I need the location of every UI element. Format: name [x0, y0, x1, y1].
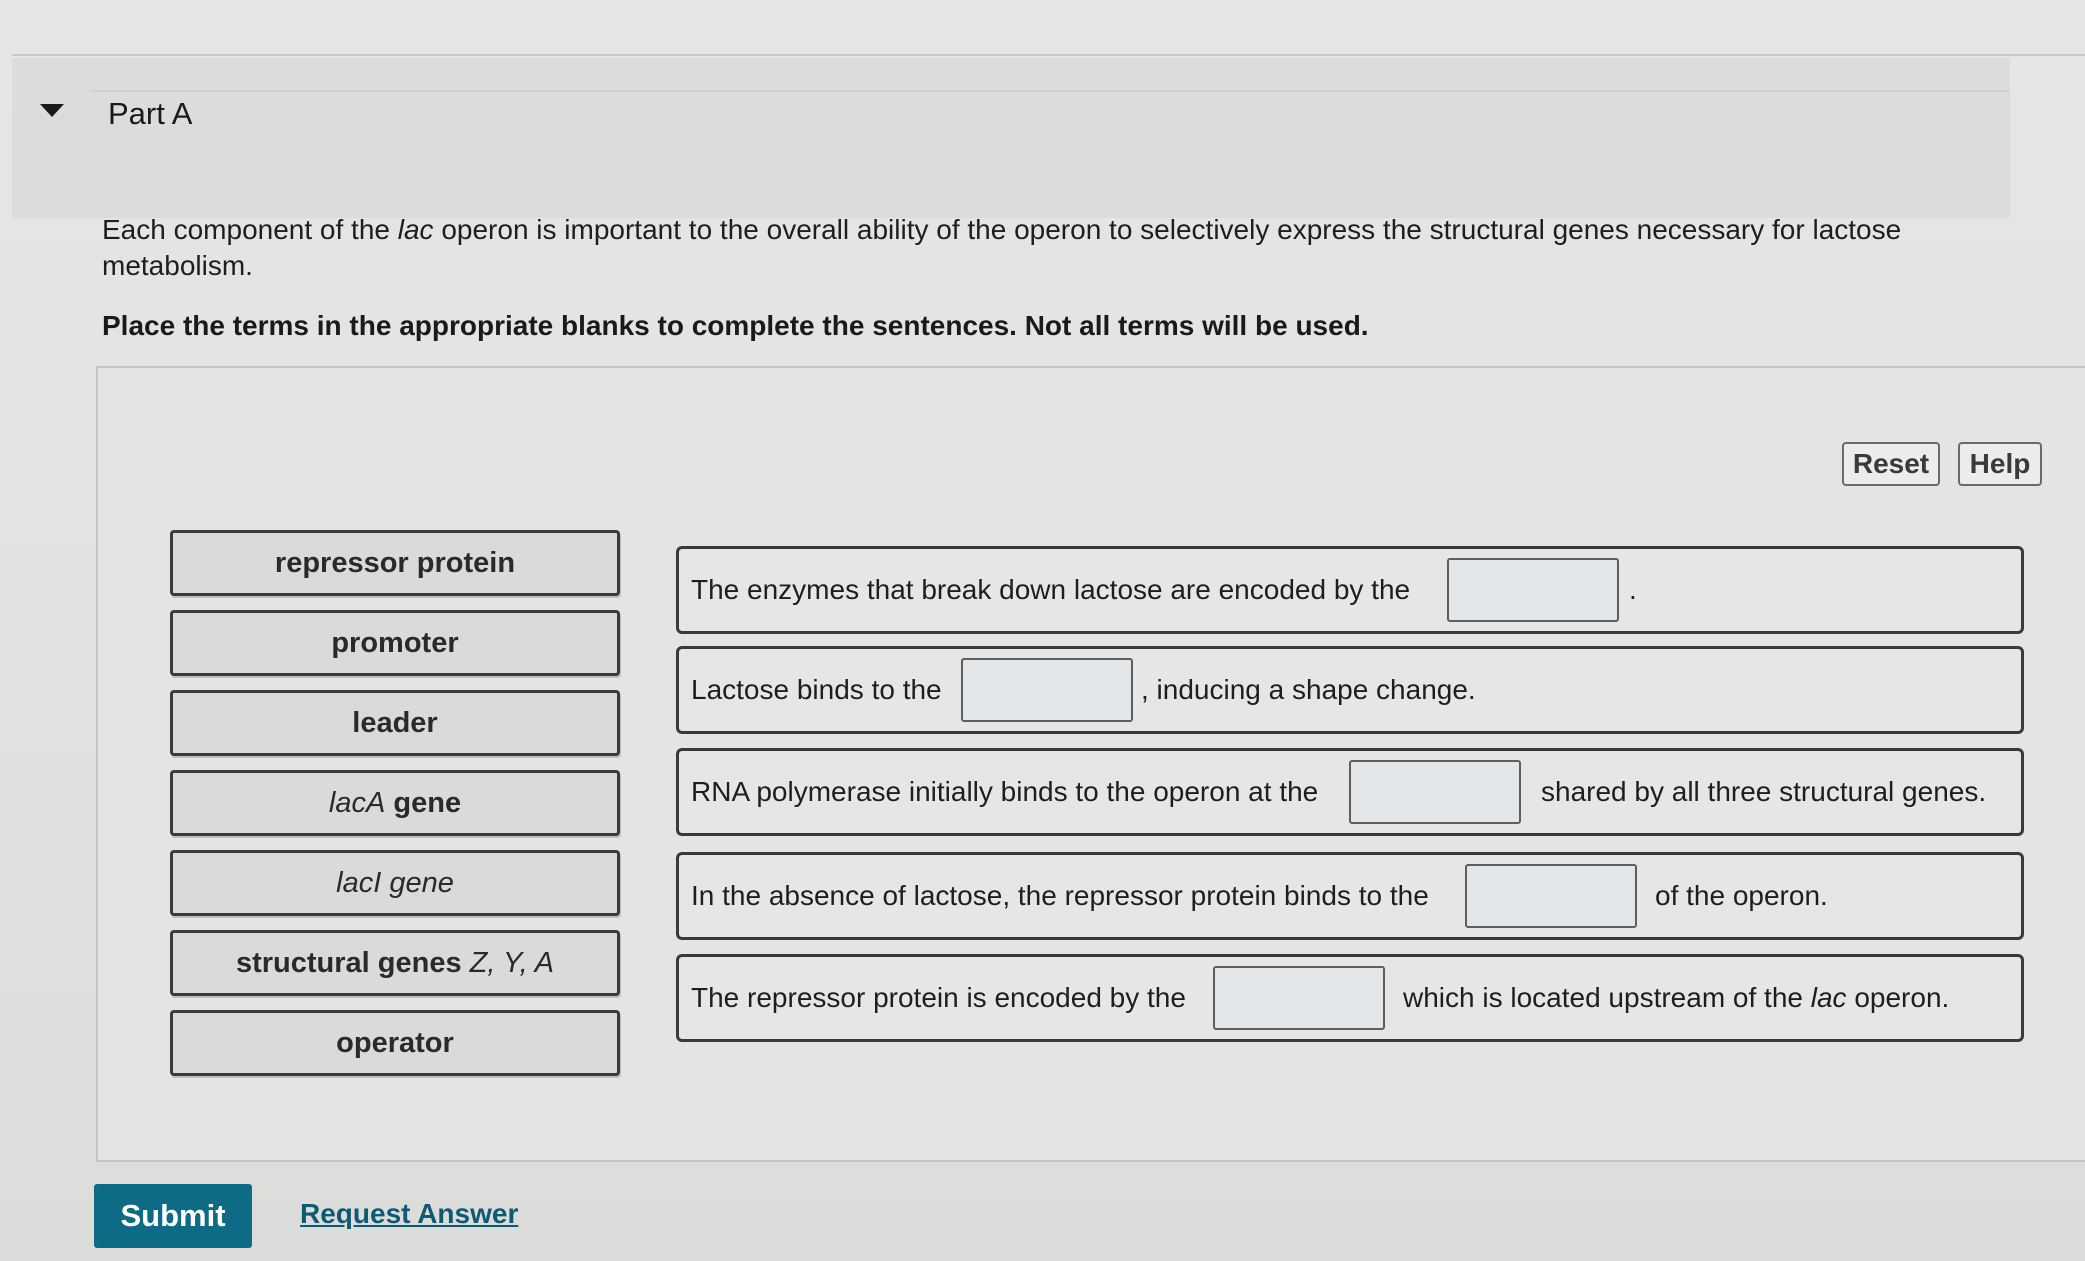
term-operator[interactable]: operator [170, 1010, 620, 1076]
collapse-caret-icon[interactable] [40, 104, 64, 117]
sentence-3-blank[interactable] [1349, 760, 1521, 824]
term-repressor-protein[interactable]: repressor protein [170, 530, 620, 596]
sentence-5-text-after: which is located upstream of the lac operon. [1403, 982, 1950, 1013]
intro-text: Each component of the lac operon is important to the overall ability of the operon to selectively express the structural genes necessary for lactose metabolism. [102, 214, 1902, 281]
sentence-2-text-before: Lactose binds to the [691, 674, 942, 705]
reset-button[interactable]: Reset [1842, 442, 1940, 486]
sentence-5-text-before: The repressor protein is encoded by the [691, 982, 1186, 1013]
term-leader[interactable]: leader [170, 690, 620, 756]
sentence-5 [676, 954, 2024, 1042]
sentence-3-text-before: RNA polymerase initially binds to the operon at the [691, 776, 1319, 807]
sentence-1-text-before: The enzymes that break down lactose are encoded by the [691, 574, 1411, 605]
term-laci-gene[interactable]: lacI gene [170, 850, 620, 916]
part-header-divider [90, 90, 2010, 92]
sentence-3-text-after: shared by all three structural genes. [1541, 776, 1987, 807]
sentence-1 [676, 546, 2024, 634]
part-title: Part A [108, 96, 193, 131]
submit-button[interactable]: Submit [94, 1184, 252, 1248]
term-promoter[interactable]: promoter [170, 610, 620, 676]
sentence-3 [676, 748, 2024, 836]
sentence-1-text-after: . [1629, 574, 1637, 605]
sentence-2 [676, 646, 2024, 734]
part-header[interactable] [12, 58, 2010, 218]
instructions: Place the terms in the appropriate blanks to complete the sentences. Not all terms will be used. [102, 310, 1369, 341]
sentence-4 [676, 852, 2024, 940]
sentence-2-text-after: , inducing a shape change. [1141, 674, 1476, 705]
sentence-2-blank[interactable] [961, 658, 1133, 722]
term-structural-genes[interactable]: structural genes Z, Y, A [170, 930, 620, 996]
term-laca-gene[interactable]: lacA gene [170, 770, 620, 836]
help-button[interactable]: Help [1958, 442, 2042, 486]
sentence-5-blank[interactable] [1213, 966, 1385, 1030]
request-answer-link[interactable]: Request Answer [300, 1198, 519, 1229]
sentence-4-text-after: of the operon. [1655, 880, 1828, 911]
top-divider [12, 54, 2085, 56]
sentence-4-blank[interactable] [1465, 864, 1637, 928]
sentence-4-text-before: In the absence of lactose, the repressor protein binds to the [691, 880, 1429, 911]
sentence-1-blank[interactable] [1447, 558, 1619, 622]
